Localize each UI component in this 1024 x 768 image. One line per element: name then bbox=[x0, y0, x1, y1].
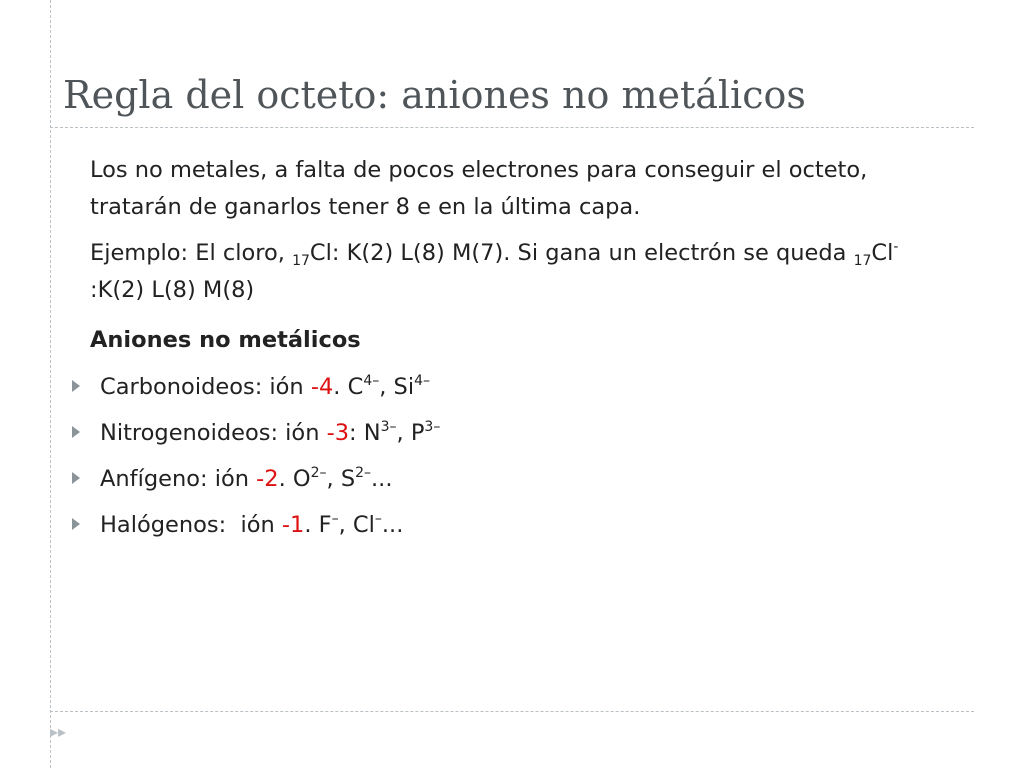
ion-charge: 3– bbox=[424, 419, 441, 435]
element-symbol: , P bbox=[396, 420, 425, 446]
bullet-label: Carbonoideos: ión bbox=[100, 374, 311, 400]
element-symbol: . F bbox=[304, 512, 332, 538]
bullet-item-anfigeno bbox=[72, 461, 393, 498]
ion-charge: 2– bbox=[355, 465, 372, 481]
ion-charge: 3– bbox=[380, 419, 397, 435]
triangle-right-icon bbox=[72, 518, 80, 530]
ion-symbol: Cl bbox=[871, 240, 894, 266]
element-symbol: , S bbox=[326, 466, 356, 492]
intro-paragraph: Los no metales, a falta de pocos electrones para conseguir el octeto, tratarán de ganarlos tener 8 e en la última capa. bbox=[90, 157, 868, 220]
atomic-number: 17 bbox=[853, 253, 872, 269]
ion-charge: 2– bbox=[310, 465, 327, 481]
ion-charge: – bbox=[331, 511, 339, 527]
example-paragraph bbox=[90, 235, 930, 309]
ion-charge: 4– bbox=[414, 373, 430, 389]
ion-config: :K(2) L(8) M(8) bbox=[90, 277, 255, 303]
example-prefix: Ejemplo: El cloro, bbox=[90, 240, 293, 266]
triangle-right-icon bbox=[72, 380, 80, 392]
atomic-number: 17 bbox=[292, 253, 310, 269]
ion-charge: – bbox=[374, 511, 382, 527]
ion-charge-value: -2 bbox=[256, 466, 279, 492]
triangle-right-icon bbox=[72, 472, 80, 484]
title-divider bbox=[50, 127, 974, 128]
triangle-right-icon bbox=[72, 426, 80, 438]
left-guide-line bbox=[50, 0, 51, 768]
element-symbol: . C bbox=[333, 374, 364, 400]
slide-title: Regla del octeto: aniones no metálicos bbox=[63, 73, 806, 117]
element-symbol: . O bbox=[278, 466, 311, 492]
bullet-label: Halógenos: ión bbox=[100, 512, 282, 538]
example-config: Cl: K(2) L(8) M(7). Si gana un electrón se queda bbox=[309, 240, 854, 266]
ion-charge-value: -1 bbox=[281, 512, 305, 538]
ellipsis: ... bbox=[381, 512, 404, 538]
ion-charge: 4– bbox=[363, 373, 380, 389]
bullet-label: Nitrogenoideos: ión bbox=[100, 420, 327, 446]
bullet-item-nitrogenoideos bbox=[72, 415, 440, 452]
double-chevron-icon: ▸▸ bbox=[50, 722, 67, 741]
bullet-item-carbonoideos bbox=[72, 369, 430, 406]
ion-charge-value: -3 bbox=[326, 420, 350, 446]
ion-charge: - bbox=[893, 239, 899, 255]
ion-charge-value: -4 bbox=[310, 374, 334, 400]
ellipsis: ... bbox=[371, 466, 393, 492]
element-symbol: , Cl bbox=[338, 512, 375, 538]
bullet-label: Anfígeno: ión bbox=[100, 466, 257, 492]
footer-divider bbox=[50, 711, 974, 712]
section-heading: Aniones no metálicos bbox=[90, 327, 361, 353]
bullet-item-halogenos bbox=[72, 507, 403, 544]
element-symbol: , Si bbox=[379, 374, 415, 400]
element-symbol: : N bbox=[349, 420, 381, 446]
